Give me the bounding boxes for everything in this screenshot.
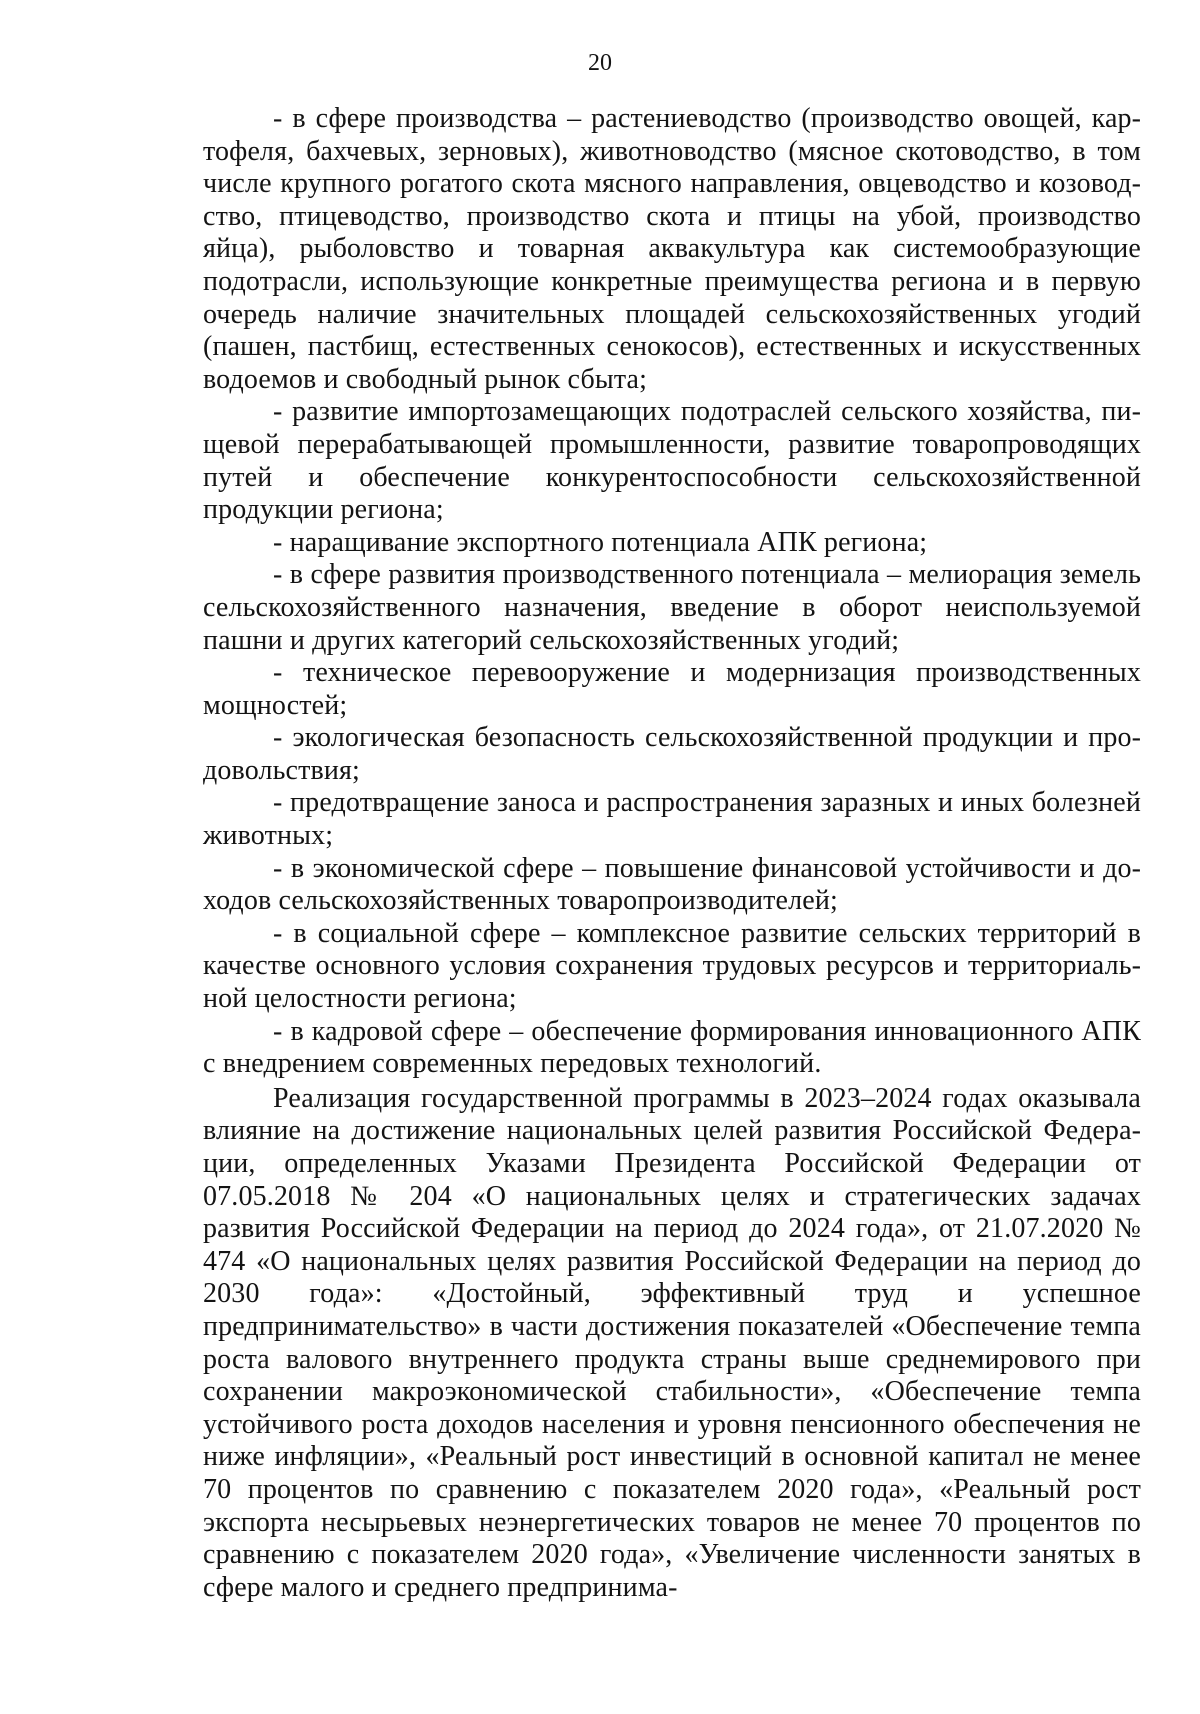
document-body bbox=[203, 103, 1141, 1604]
paragraph-import-substitution: - развитие импортозамещающих подотраслей сельского хозяйства, пищевой перерабатывающей промышленности, развитие товаропроводящих путей и обеспечение конкурентоспособности сельскохозяйственной продукции региона; bbox=[203, 396, 1141, 526]
paragraph-economic-sphere: - в экономической сфере – повышение финансовой устойчивости и доходов сельскохозяйственных товаропроизводителей; bbox=[203, 852, 1141, 917]
paragraph-program-implementation: Реализация государственной программы в 2023–2024 годах оказывала влияние на достижение национальных целей развития Российской Федерации, определенных Указами Президента Российской Федерации от 07.05.2018 № 204 «О национальных целях и стратегических задачах развития Российской Федерации на период до 2024 года», от 21.07.2020 № 474 «О национальных целях развития Российской Федерации на период до 2030 года»: «Достойный, эффективный труд и успешное предпринимательство» в части достижения показателей «Обеспечение темпа роста валового внутреннего продукта страны выше среднемирового при сохранении макроэкономической стабильности», «Обеспечение темпа устойчивого роста доходов населения и уровня пенсионного обеспечения не ниже инфляции», «Реальный рост инвестиций в основной капитал не менее 70 процентов по сравнению с показателем 2020 года», «Реальный рост экспорта несырьевых неэнергетических товаров не менее 70 процентов по сравнению с показателем 2020 года», «Увеличение численности занятых в сфере малого и среднего предпринима- bbox=[203, 1082, 1141, 1603]
paragraph-disease-prevention: - предотвращение заноса и распространения заразных и иных болезней животных; bbox=[203, 787, 1141, 852]
paragraph-social-sphere: - в социальной сфере – комплексное развитие сельских территорий в качестве основного условия сохранения трудовых ресурсов и территориальной целостности региона; bbox=[203, 917, 1141, 1015]
paragraph-export-potential: - наращивание экспортного потенциала АПК региона; bbox=[273, 526, 928, 558]
page-number: 20 bbox=[588, 50, 612, 76]
paragraph-production-potential: - в сфере развития производственного потенциала – мелиорация земель сельскохозяйственного назначения, введение в оборот неиспользуемой пашни и других категорий сельскохозяйственных угодий; bbox=[203, 559, 1141, 656]
paragraph-technical-reequipment: - техническое перевооружение и модернизация производственных мощностей; bbox=[203, 657, 1141, 721]
paragraph-ecological-safety: - экологическая безопасность сельскохозяйственной продукции и продовольствия; bbox=[203, 722, 1141, 786]
paragraph-production-sphere: - в сфере производства – растениеводство (производство овощей, картофеля, бахчевых, зерновых), животноводство (мясное скотоводство, в том числе крупного рогатого скота мясного направления, овцеводство и козоводство, птицеводство, производство скота и птицы на убой, производство яйца), рыболовство и товарная аквакультура как системообразующие подотрасли, использующие конкретные преимущества региона и в первую очередь наличие значительных площадей сельскохозяйственных угодий (пашен, пастбищ, естественных сенокосов), естественных и искусственных водоемов и свободный рынок сбыта; bbox=[203, 103, 1141, 395]
paragraph-personnel-sphere: - в кадровой сфере – обеспечение формирования инновационного АПК с внедрением современных передовых технологий. bbox=[203, 1015, 1141, 1080]
